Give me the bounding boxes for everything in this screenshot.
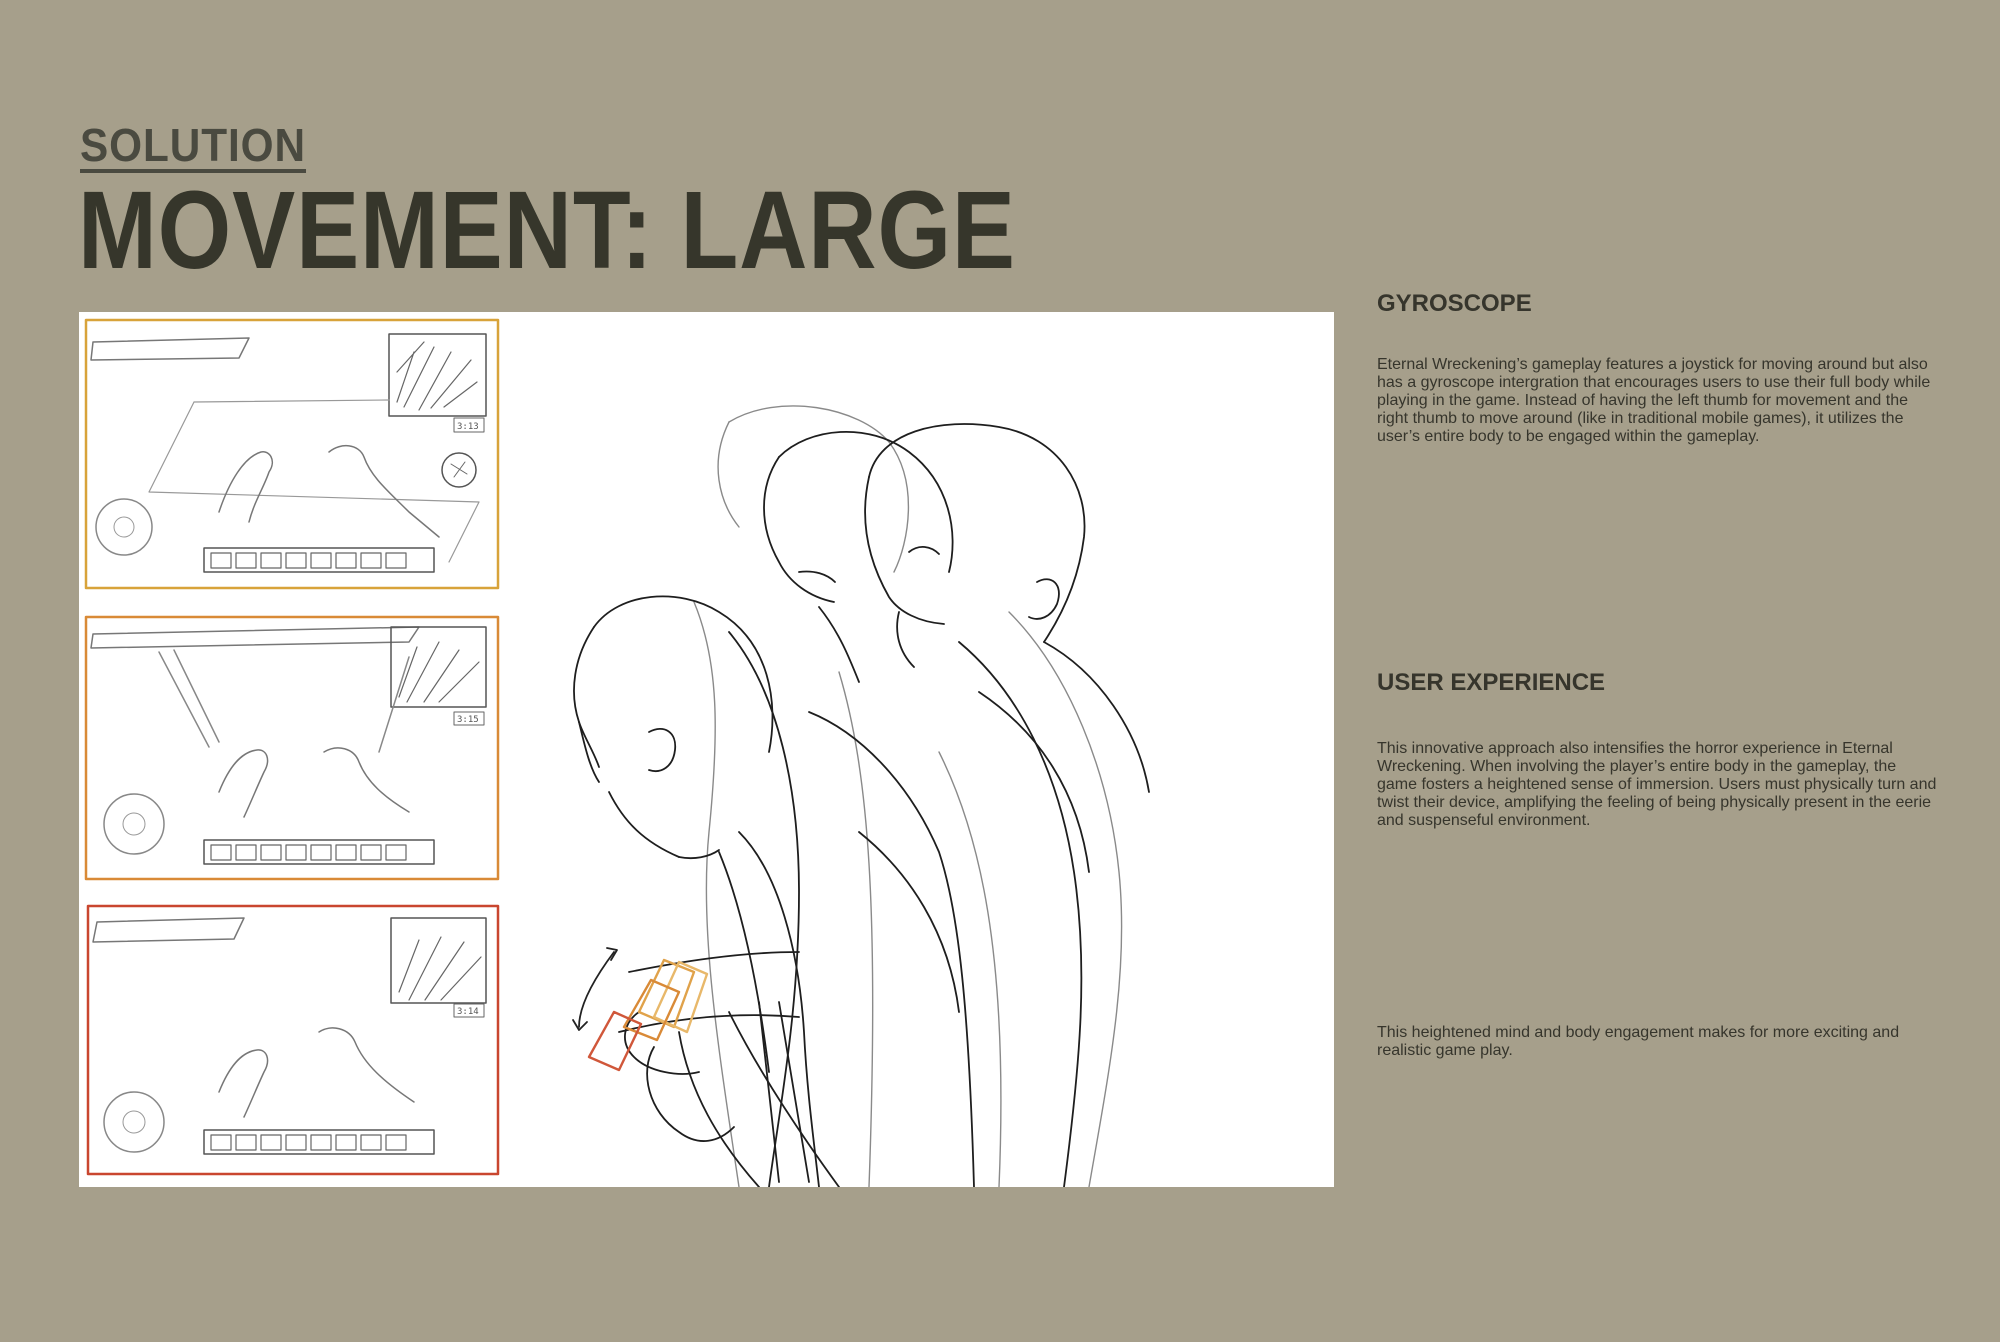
storyboard-frame-2 (86, 617, 498, 879)
phone-motion-sketch (589, 960, 707, 1070)
timer-label: 3:15 (457, 715, 479, 725)
section-eyebrow: SOLUTION (80, 119, 307, 171)
gyroscope-heading: GYROSCOPE (1377, 289, 1532, 317)
timer-label: 3:14 (457, 1007, 479, 1017)
user-experience-heading: USER EXPERIENCE (1377, 668, 1606, 696)
minimap-sketch (391, 918, 486, 1003)
user-experience-paragraph-1: This innovative approach also intensifies the horror experience in Eternal Wreckening. When involving the player’s entire body in the gameplay, the game fosters a heightened sense of immersion. Users must physically turn and twist their device, amplifying the feeling of being physically present in the eerie and suspenseful environment. (1377, 740, 1937, 829)
user-experience-paragraph-2: This heightened mind and body engagement makes for more exciting and realistic game play. (1377, 1024, 1900, 1059)
storyboard-frame-3 (88, 906, 498, 1174)
minimap-sketch (389, 334, 486, 416)
gyroscope-description: Eternal Wreckening’s gameplay features a joystick for moving around but also has a gyroscope intergration that encourages users to use their full body while playing in the game. Instead of having the left thumb for movement and the right thumb to move around (like in traditional mobile games), it utilizes the user’s entire body to be engaged within the gameplay. (1377, 356, 1931, 445)
movement-illustration (79, 312, 1334, 1187)
player-figures-sketch (574, 406, 1149, 1187)
timer-label: 3:13 (457, 422, 479, 432)
page-title: MOVEMENT: LARGE (78, 169, 1016, 292)
storyboard-frame-1 (86, 320, 498, 588)
